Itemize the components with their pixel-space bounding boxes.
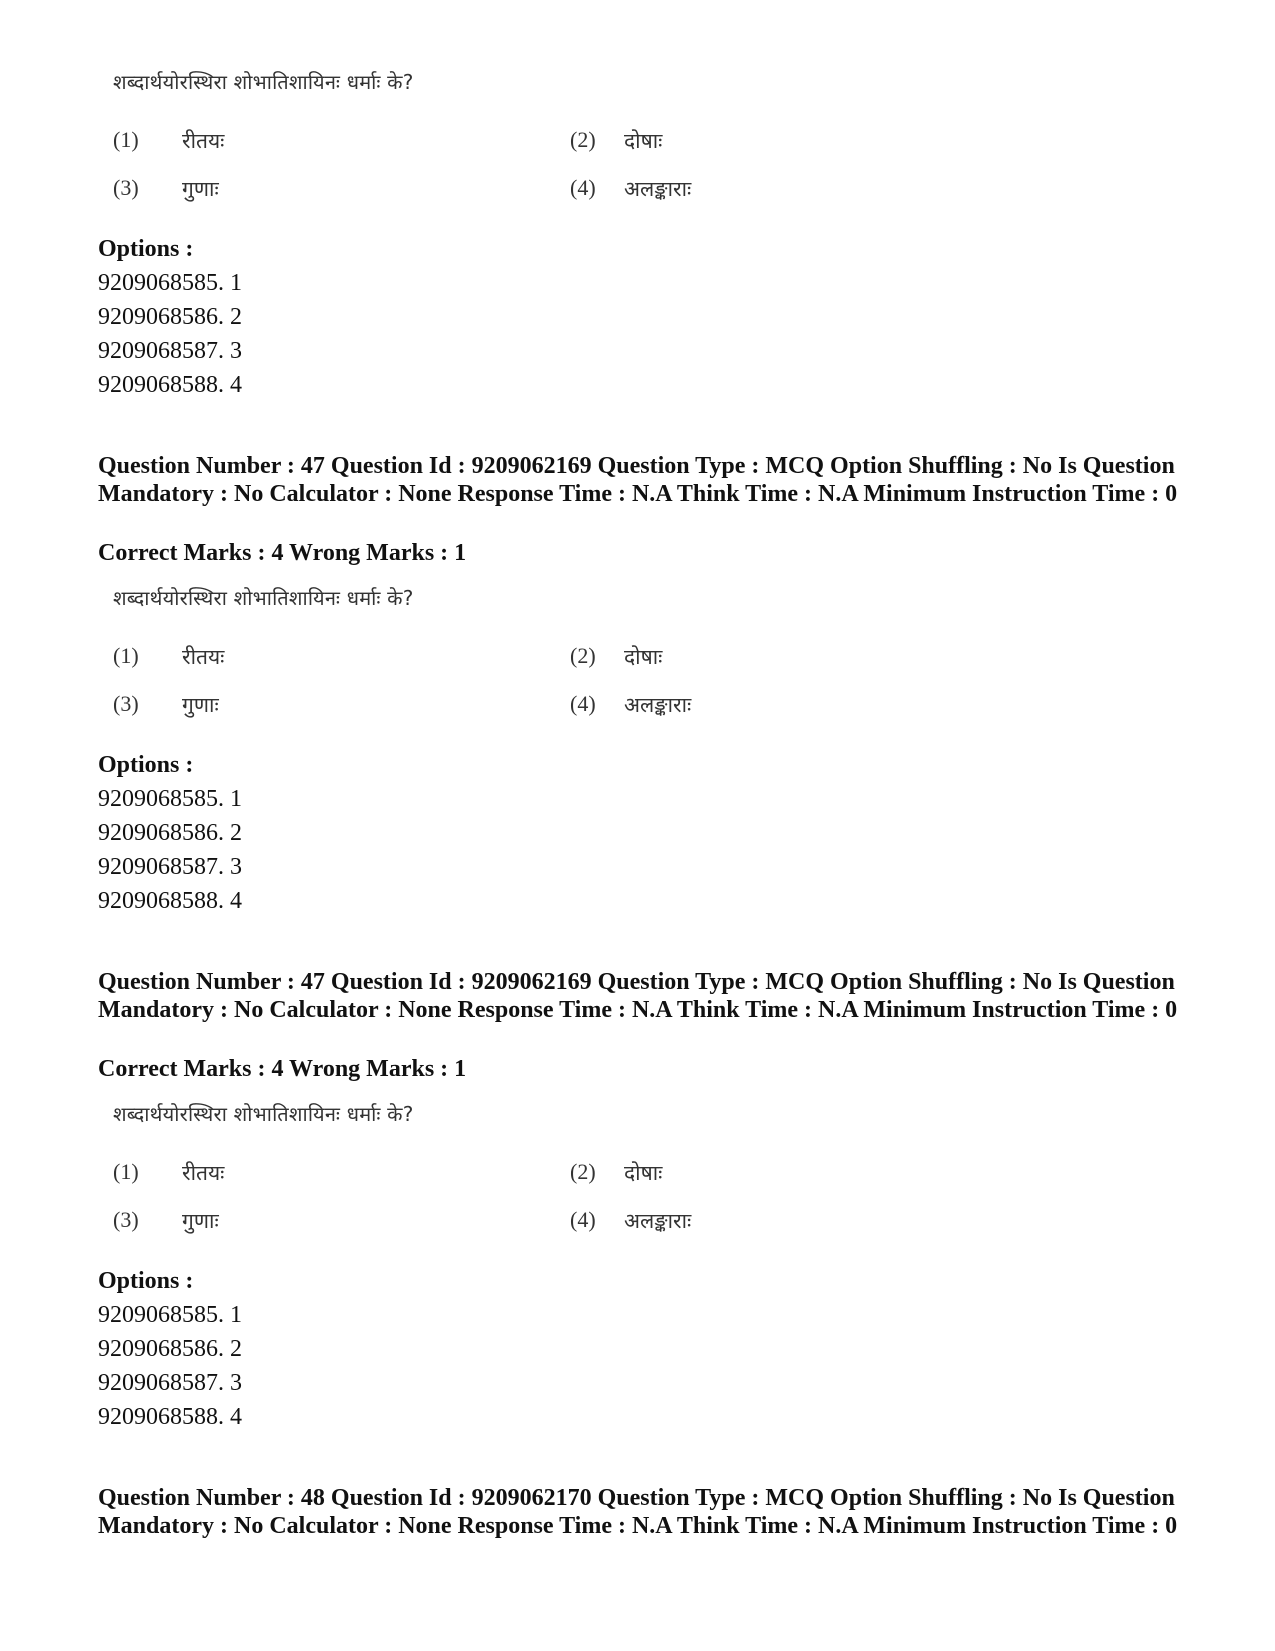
choice-text: गुणाः	[182, 693, 219, 717]
choice-number: (3)	[113, 691, 139, 716]
choice-text: अलङ्काराः	[624, 1209, 692, 1233]
question-text: शब्दार्थयोरस्थिरा शोभातिशायिनः धर्माः के?	[113, 70, 414, 94]
option-line: 9209068588. 4	[98, 888, 242, 914]
option-line: 9209068587. 3	[98, 854, 242, 880]
option-line: 9209068586. 2	[98, 304, 242, 330]
choice-number: (1)	[113, 127, 139, 152]
option-line: 9209068585. 1	[98, 270, 242, 296]
option-line: 9209068586. 2	[98, 1336, 242, 1362]
option-line: 9209068587. 3	[98, 1370, 242, 1396]
marks-line: Correct Marks : 4 Wrong Marks : 1	[98, 540, 467, 566]
choice-text: दोषाः	[624, 129, 663, 153]
question-text: शब्दार्थयोरस्थिरा शोभातिशायिनः धर्माः के?	[113, 1102, 414, 1126]
choice-number: (4)	[570, 691, 596, 716]
choice-number: (2)	[570, 1159, 596, 1184]
option-line: 9209068588. 4	[98, 1404, 242, 1430]
choice-text: रीतयः	[182, 1161, 225, 1185]
choice-number: (1)	[113, 643, 139, 668]
marks-line: Correct Marks : 4 Wrong Marks : 1	[98, 1056, 467, 1082]
choice-number: (4)	[570, 1207, 596, 1232]
choice-text: अलङ्काराः	[624, 177, 692, 201]
options-label: Options :	[98, 1268, 194, 1294]
question-meta: Question Number : 47 Question Id : 9209062169 Question Type : MCQ Option Shuffling : No Is Question Mandatory : No Calculator : None Response Time : N.A Think Time : N.A Minimum Instruction Time : 0	[98, 453, 1178, 507]
question-meta: Question Number : 48 Question Id : 9209062170 Question Type : MCQ Option Shuffling : No Is Question Mandatory : No Calculator : None Response Time : N.A Think Time : N.A Minimum Instruction Time : 0	[98, 1485, 1178, 1539]
choice-text: गुणाः	[182, 1209, 219, 1233]
options-label: Options :	[98, 236, 194, 262]
choice-text: गुणाः	[182, 177, 219, 201]
choice-text: दोषाः	[624, 645, 663, 669]
question-text: शब्दार्थयोरस्थिरा शोभातिशायिनः धर्माः के?	[113, 586, 414, 610]
choice-text: रीतयः	[182, 645, 225, 669]
choice-number: (2)	[570, 127, 596, 152]
options-label: Options :	[98, 752, 194, 778]
choice-number: (1)	[113, 1159, 139, 1184]
option-line: 9209068586. 2	[98, 820, 242, 846]
option-line: 9209068585. 1	[98, 786, 242, 812]
choice-text: रीतयः	[182, 129, 225, 153]
choice-number: (3)	[113, 175, 139, 200]
choice-text: दोषाः	[624, 1161, 663, 1185]
choice-text: अलङ्काराः	[624, 693, 692, 717]
option-line: 9209068587. 3	[98, 338, 242, 364]
choice-number: (3)	[113, 1207, 139, 1232]
choice-number: (2)	[570, 643, 596, 668]
choice-number: (4)	[570, 175, 596, 200]
option-line: 9209068585. 1	[98, 1302, 242, 1328]
question-meta: Question Number : 47 Question Id : 9209062169 Question Type : MCQ Option Shuffling : No Is Question Mandatory : No Calculator : None Response Time : N.A Think Time : N.A Minimum Instruction Time : 0	[98, 969, 1178, 1023]
option-line: 9209068588. 4	[98, 372, 242, 398]
